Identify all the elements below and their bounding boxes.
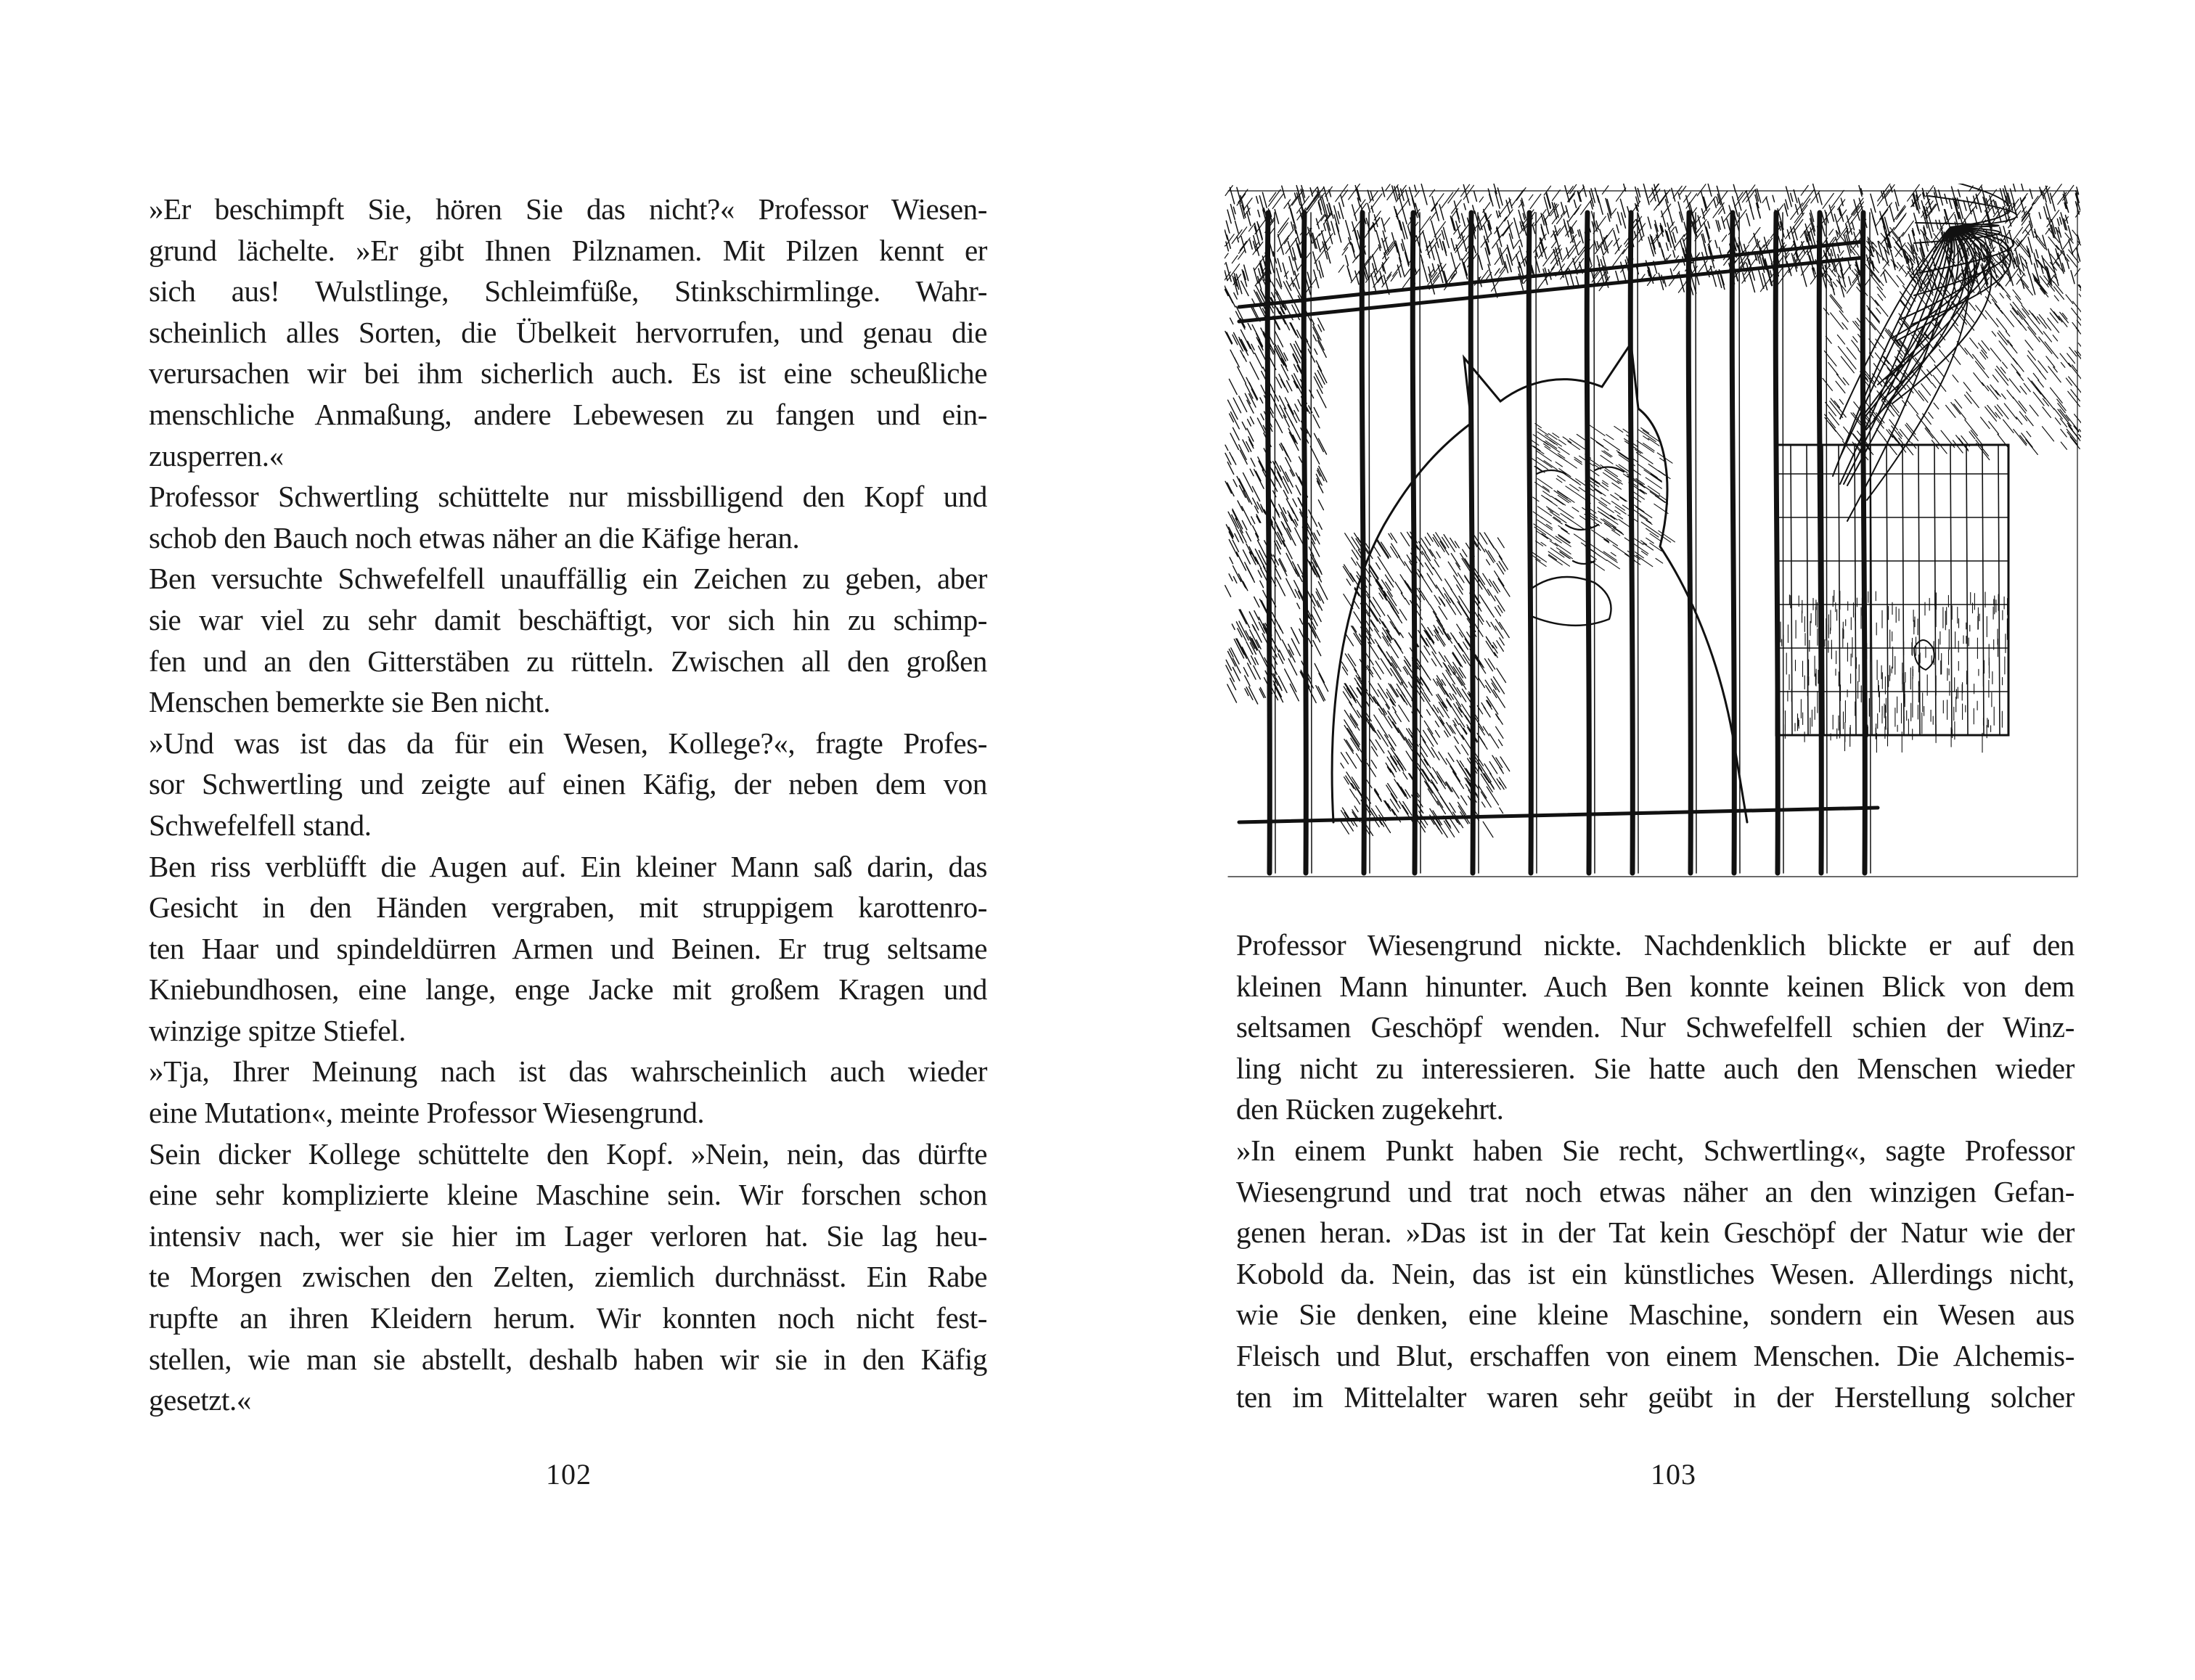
text-line: »Er beschimpft Sie, hören Sie das nicht?« Professor Wiesen- bbox=[149, 192, 987, 226]
text-line: verursachen wir bei ihm sicherlich auch. Es ist eine scheußliche bbox=[149, 356, 987, 390]
text-line: Ben riss verblüfft die Augen auf. Ein kleiner Mann saß darin, das bbox=[149, 849, 987, 883]
text-line: zusperren.« bbox=[149, 438, 284, 472]
right-page-text bbox=[1236, 925, 2075, 1417]
text-line: wie Sie denken, eine kleine Maschine, sondern ein Wesen aus bbox=[1236, 1298, 2075, 1332]
cage-bar bbox=[1732, 213, 1734, 873]
text-line: Sein dicker Kollege schüttelte den Kopf. »Nein, nein, das dürfte bbox=[149, 1136, 987, 1171]
cage-bar-edge bbox=[1594, 213, 1595, 873]
text-line: menschliche Anmaßung, andere Lebewesen zu fangen und ein- bbox=[149, 397, 987, 431]
text-line: ling nicht zu interessieren. Sie hatte auch den Menschen wieder bbox=[1236, 1051, 2075, 1085]
cage-bar-edge bbox=[1420, 213, 1421, 873]
cage-bar bbox=[1362, 213, 1364, 873]
text-line: Gesicht in den Händen vergraben, mit struppigem karottenro- bbox=[149, 890, 987, 925]
cage-bar bbox=[1819, 213, 1821, 873]
cage-bar bbox=[1587, 213, 1589, 873]
text-line: grund lächelte. »Er gibt Ihnen Pilznamen. Mit Pilzen kennt er bbox=[149, 233, 987, 267]
cage-bar bbox=[1304, 213, 1306, 873]
little-man bbox=[1914, 640, 1934, 670]
cage-bar-edge bbox=[1739, 213, 1740, 873]
cage-bar-edge bbox=[1826, 213, 1827, 873]
cage-bar bbox=[1529, 213, 1531, 873]
text-line: schob den Bauch noch etwas näher an die Käfige heran. bbox=[149, 520, 800, 554]
text-line: »In einem Punkt haben Sie recht, Schwertling«, sagte Professor bbox=[1236, 1133, 2075, 1167]
text-line: eine Mutation«, meinte Professor Wiesengrund. bbox=[149, 1096, 705, 1130]
hatching bbox=[1777, 590, 2008, 752]
cage-bar bbox=[1267, 213, 1270, 873]
text-line: ten Haar und spindeldürren Armen und Beinen. Er trug seltsame bbox=[149, 931, 987, 965]
text-line: Fleisch und Blut, erschaffen von einem Menschen. Die Alchemis- bbox=[1236, 1338, 2075, 1372]
text-line: stellen, wie man sie abstellt, deshalb haben wir sie in den Käfig bbox=[149, 1342, 987, 1376]
cage-bar bbox=[1688, 213, 1691, 873]
cage-bar bbox=[1413, 213, 1415, 873]
text-line: Ben versuchte Schwefelfell unauffällig ein Zeichen zu geben, aber bbox=[149, 562, 987, 596]
cage-bar-edge bbox=[1311, 213, 1312, 873]
text-line: Wiesengrund und trat noch etwas näher an den winzigen Gefan- bbox=[1236, 1174, 2075, 1208]
hatching bbox=[1529, 424, 1675, 570]
text-line: Kniebundhosen, eine lange, enge Jacke mit großem Kragen und bbox=[149, 972, 987, 1007]
text-line: den Rücken zugekehrt. bbox=[1236, 1092, 1504, 1126]
cage-bar bbox=[1863, 213, 1865, 873]
cage-bar bbox=[1630, 213, 1632, 873]
text-line: Professor Wiesengrund nickte. Nachdenklich blickte er auf den bbox=[1236, 928, 2075, 962]
cage-bar-edge bbox=[1536, 213, 1537, 873]
text-line: intensiv nach, wer sie hier im Lager verloren hat. Sie lag heu- bbox=[149, 1218, 987, 1253]
page-number-right: 103 bbox=[1651, 1458, 1696, 1491]
text-line: »Und was ist das da für ein Wesen, Kollege?«, fragte Profes- bbox=[149, 726, 987, 760]
right-page bbox=[1098, 0, 2195, 1680]
text-line: genen heran. »Das ist in der Tat kein Geschöpf der Natur wie der bbox=[1236, 1216, 2075, 1250]
text-line: Professor Schwertling schüttelte nur missbilligend den Kopf und bbox=[149, 480, 987, 514]
text-line: winzige spitze Stiefel. bbox=[149, 1013, 406, 1047]
text-line: ten im Mittelalter waren sehr geübt in der Herstellung solcher bbox=[1236, 1380, 2075, 1414]
text-line: te Morgen zwischen den Zelten, ziemlich durchnässt. Ein Rabe bbox=[149, 1260, 987, 1294]
cage-bar-edge bbox=[1478, 213, 1479, 873]
text-line: eine sehr komplizierte kleine Maschine sein. Wir forschen schon bbox=[149, 1178, 987, 1212]
text-line: Kobold da. Nein, das ist ein künstliches Wesen. Allerdings nicht, bbox=[1236, 1256, 2075, 1290]
cage-illustration bbox=[1225, 184, 2081, 880]
text-line: sich aus! Wulstlinge, Schleimfüße, Stinkschirmlinge. Wahr- bbox=[149, 274, 987, 308]
text-line: rupfte an ihren Kleidern herum. Wir konnten noch nicht fest- bbox=[149, 1301, 987, 1335]
creature-paw bbox=[1529, 577, 1611, 626]
text-line: scheinlich alles Sorten, die Übelkeit hervorrufen, und genau die bbox=[149, 315, 987, 349]
text-line: fen und an den Gitterstäben zu rütteln. Zwischen all den großen bbox=[149, 644, 987, 678]
text-line: Menschen bemerkte sie Ben nicht. bbox=[149, 685, 551, 719]
page-number-left: 102 bbox=[546, 1458, 592, 1491]
text-line: sor Schwertling und zeigte auf einen Käfig, der neben dem von bbox=[149, 767, 987, 801]
cage-bar bbox=[1471, 213, 1473, 873]
hatching bbox=[1225, 279, 1328, 704]
text-line: »Tja, Ihrer Meinung nach ist das wahrscheinlich auch wieder bbox=[149, 1054, 987, 1089]
text-line: kleinen Mann hinunter. Auch Ben konnte keinen Blick von dem bbox=[1236, 969, 2075, 1003]
cage-bar-edge bbox=[1870, 213, 1871, 873]
text-line: seltsamen Geschöpf wenden. Nur Schwefelfell schien der Winz- bbox=[1236, 1010, 2075, 1044]
cage-bar-edge bbox=[1369, 213, 1370, 873]
left-page-text bbox=[149, 189, 987, 1421]
text-line: Schwefelfell stand. bbox=[149, 808, 372, 842]
text-line: gesetzt.« bbox=[149, 1383, 251, 1417]
cage-floor bbox=[1239, 808, 1878, 822]
cage-bar bbox=[1775, 213, 1778, 873]
text-line: sie war viel zu sehr damit beschäftigt, vor sich hin zu schimp- bbox=[149, 602, 987, 636]
